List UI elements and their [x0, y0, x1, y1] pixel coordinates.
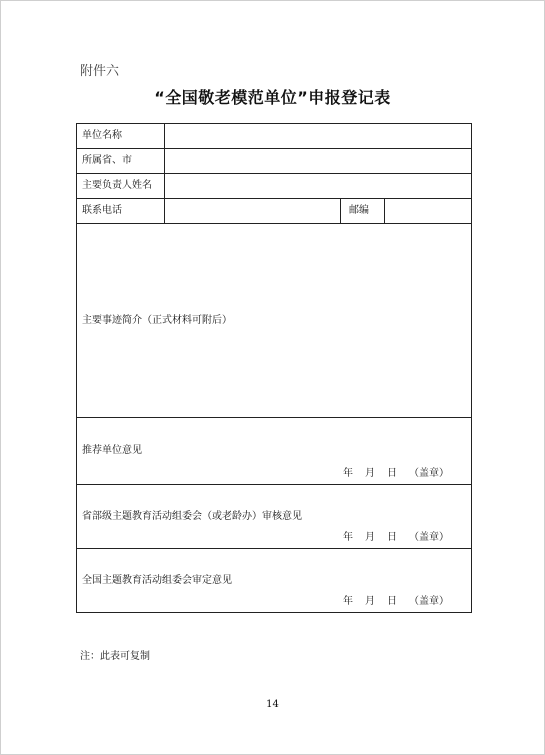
unit-name-field[interactable]	[165, 124, 472, 149]
postcode-field[interactable]	[385, 199, 472, 224]
province-city-field[interactable]	[165, 149, 472, 174]
provincial-row	[77, 485, 472, 549]
recommend-cell[interactable]	[77, 418, 472, 485]
form-title: “全国敬老模范单位”申报登记表	[154, 88, 391, 107]
recommend-sign-line	[331, 468, 449, 480]
year-label: 年	[343, 468, 353, 479]
seal-label: （盖章）	[409, 532, 449, 543]
leader-name-field[interactable]	[165, 174, 472, 199]
unit-name-row	[77, 124, 472, 149]
year-label: 年	[343, 532, 353, 543]
leader-name-row	[77, 174, 472, 199]
seal-label: （盖章）	[409, 596, 449, 607]
attachment-label: 附件六	[80, 64, 120, 79]
month-label: 月	[365, 532, 375, 543]
province-city-label: 所属省、市	[77, 149, 165, 174]
year-label: 年	[343, 596, 353, 607]
deeds-cell[interactable]	[77, 224, 472, 418]
day-label: 日	[387, 596, 397, 607]
provincial-sign-line	[331, 532, 449, 544]
registration-form-table	[76, 123, 472, 613]
deeds-label: 主要事迹简介（正式材料可附后）	[82, 314, 232, 326]
national-row	[77, 549, 472, 613]
contact-row	[77, 199, 472, 224]
recommend-label: 推荐单位意见	[82, 445, 142, 456]
day-label: 日	[387, 468, 397, 479]
leader-name-label: 主要负责人姓名	[77, 174, 165, 199]
phone-field[interactable]	[165, 199, 341, 224]
postcode-label: 邮编	[341, 199, 385, 224]
unit-name-label: 单位名称	[77, 124, 165, 149]
page-number: 14	[266, 699, 279, 710]
month-label: 月	[365, 596, 375, 607]
national-sign-line	[331, 596, 449, 608]
provincial-cell[interactable]	[77, 485, 472, 549]
day-label: 日	[387, 532, 397, 543]
national-label: 全国主题教育活动组委会审定意见	[82, 574, 232, 586]
footnote: 注：此表可复制	[80, 651, 150, 662]
phone-label: 联系电话	[77, 199, 165, 224]
province-city-row	[77, 149, 472, 174]
national-cell[interactable]	[77, 549, 472, 613]
recommend-row	[77, 418, 472, 485]
deeds-row	[77, 224, 472, 418]
provincial-label: 省部级主题教育活动组委会（或老龄办）审核意见	[82, 510, 302, 522]
month-label: 月	[365, 468, 375, 479]
seal-label: （盖章）	[409, 468, 449, 479]
